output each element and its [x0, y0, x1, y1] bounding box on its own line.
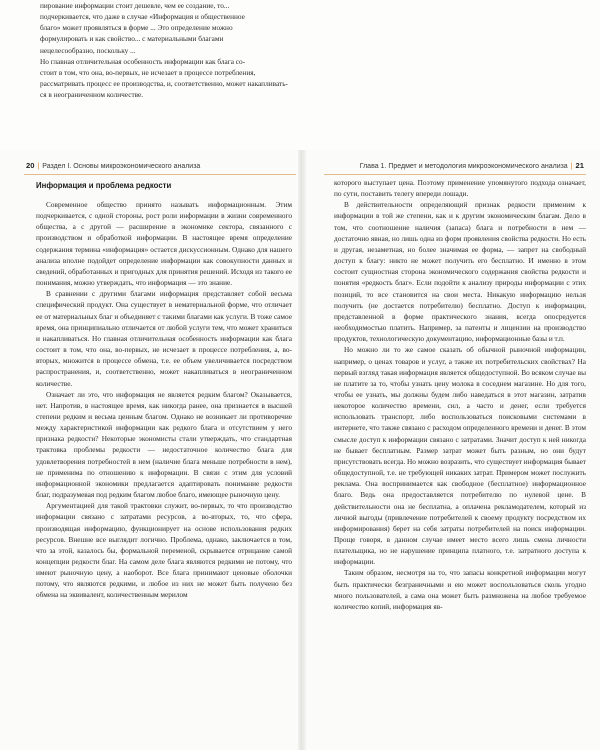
- right-page-number: 21: [575, 161, 584, 170]
- paragraph: Таким образом, несмотря на то, что запасы конкретной информации могут быть практически безграничными и ею может воспользоваться сколь угодно много пользователей, а сама она может быть размножена на любое требуемое количество копий, информация яв-: [334, 568, 586, 611]
- left-running-header: [26, 161, 200, 170]
- paragraph: которого выступает цена. Поэтому применение упомянутого подхода означает, по сути, поставить телегу впереди лошади.: [334, 178, 586, 199]
- header-separator: |: [37, 163, 40, 170]
- header-separator: |: [570, 163, 573, 170]
- book-gutter: [298, 150, 306, 750]
- paragraph: Но можно ли то же самое сказать об обычной рыночной информации, например, о ценах товаров и услуг, а также их потребительских свойствах? На первый взгляд такая информация является общедоступной. Во всяком случае вы не платите за то, чтобы узнать цену молока в соседнем магазине. Но для того, чтобы ее узнать, мы должны будем либо наведаться в этот магазин, затратив некоторое количество времени, сил, а часто и денег, если требуется использовать транспорт, либо воспользоваться поисковыми системами в интернете, что также связано с расходом определенного времени и денег. В этом смысле доступ к информации связано с затратами. Значит доступ к ней никогда не бывает бесплатным. Размер затрат может быть разным, но они будут присутствовать всегда. Но можно возразить, что существует информация бывает общедоступной, т.е. не требующей никаких затрат. Примером может послужить реклама. Она воспринимается как свободное (бесплатное) информационное благо. Ведь она предоставляется потребителю по нулевой цене. В действительности она не бесплатна, а оплачена рекламодателем, который из личной выгоды (привлечение потребителей к своему продукту посредством их информирования) берет на себя затраты потребителей на поиск информации. Проще говоря, в данном случае имеет место всего лишь смена личности плательщика, но не нарушение принципа платного, т.е. затратного доступа к информации.: [334, 345, 586, 567]
- left-part-title: Раздел I. Основы микроэкономического анализа: [42, 163, 201, 170]
- right-header-rule: [324, 174, 586, 175]
- previous-page-text: пирование информации стоит дешевле, чем ее создание, то... подчеркивается, что даже в случае «Информация и общественное благо» может проявляться в форме ... Это определение можно формулировать и как свойство... с материальными благами нецелесообразно, поскольку ... Но главная отличительная особенность информации как блага со- стоит в том, что она, во-первых, не исчезает в процессе потребления, рассматривать процесс ее производства, и, соответственно, может накапливать- ся в неограниченном количестве.: [40, 1, 288, 100]
- right-chapter-title: Глава 1. Предмет и методология микроэкономического анализа: [359, 163, 568, 170]
- paragraph: Означает ли это, что информация не является редким благом? Оказывается, нет. Напротив, в настоящее время, как никогда ранее, она признается в высшей степени редким и весьма ценным благом. Однако не возникает ли противоречие между характеристикой информации как редкого блага и отсутствием у него признака редкости? Некоторые экономисты стали утверждать, что стандартная трактовка проблемы редкости — недостаточное количество блага для удовлетворения потребностей в нем (наличие блага меньше потребности в нем), не применима по отношению к информации. В связи с этим для условий информационной экономики предлагается адаптировать понимание редкости благ, подразумевая под редким благом любое благо, имеющее рыночную цену.: [36, 389, 292, 500]
- right-body-text: [334, 177, 586, 612]
- previous-page-stub: [0, 0, 600, 150]
- paragraph: В действительности определяющий признак редкости применим к информации в той же степени, как и к другим экономическим благам. Дело в том, что соотношение наличия (запаса) блага и потребности в нем — достаточно явная, но лишь одна из форм проявления свойства редкости. Но есть и другая, незаметная, но более значимая ее форма, — запрет на свободный доступ к благу: никто не может получить его бесплатно. И именно в этом состоит сущностная сторона экономического содержания свойства редкости и понятия «редкость благ». Если подойти к анализу природы информации с этих позиций, то все становится на свои места. Никакую информацию нельзя получить (не достается потребителю) бесплатно. Доступ к информации, представленной в форме практического знания, всегда опосредуется необходимостью платить. Например, за патенты и лицензии на производство продуктов, технологическую документацию, информационные базы и т.п.: [334, 200, 586, 344]
- paragraph: Современное общество принято называть информационным. Этим подчеркивается, с одной стороны, рост роли информации в жизни современного общества, а с другой — расширение в экономике сектора, связанного с производством и обработкой информации. В настоящее время определение содержания термина «информация» остается дискуссионным. Однако для нашего анализа вполне подойдет определение информации как совокупности данных и сведений, обработанных и пригодных для принятия решений. Исходя из такого ее понимания, можно утверждать, что информация — это знание.: [36, 200, 292, 288]
- left-page-number: 20: [26, 161, 35, 170]
- left-body-text: [36, 199, 292, 601]
- paragraph: Аргументацией для такой трактовки служит, во-первых, то что производство информации связано с затратами ресурсов, а во-вторых, то, что сфера, производящая информацию, функционирует на основе использования редких ресурсов. Внешне все выглядит логично. Проблема, однако, заключается в том, что за этой, казалось бы, формальной переменой, скрывается отрицание самой концепции редкости благ. На самом деле блага являются редкими не потому, что имеют рыночную цену, а наоборот. Все блага принимают ценовые оболочки потому, что являются редкими, и любое из них не может быть получено без обмена на эквивалент, количественным мерилом: [36, 501, 292, 600]
- right-running-header: [360, 161, 584, 170]
- section-heading: Информация и проблема редкости: [36, 181, 172, 190]
- left-header-rule: [24, 174, 296, 175]
- paragraph: В сравнении с другими благами информация представляет собой весьма специфический продукт. Она существует в нематериальной форме, что отличает ее от материальных благ и объединяет с такими благами как услуги. В тоже самое время, она принципиально отличается от любой услуги тем, что может храниться и накапливаться. Но главная отличительная особенность информации как блага состоит в том, что она, во-первых, не исчезает в процессе потребления, а, во-вторых, множится в процессе обмена, т.е. ее объем увеличивается посредством распространения, и, соответственно, может накапливаться в неограниченном количестве.: [36, 289, 292, 388]
